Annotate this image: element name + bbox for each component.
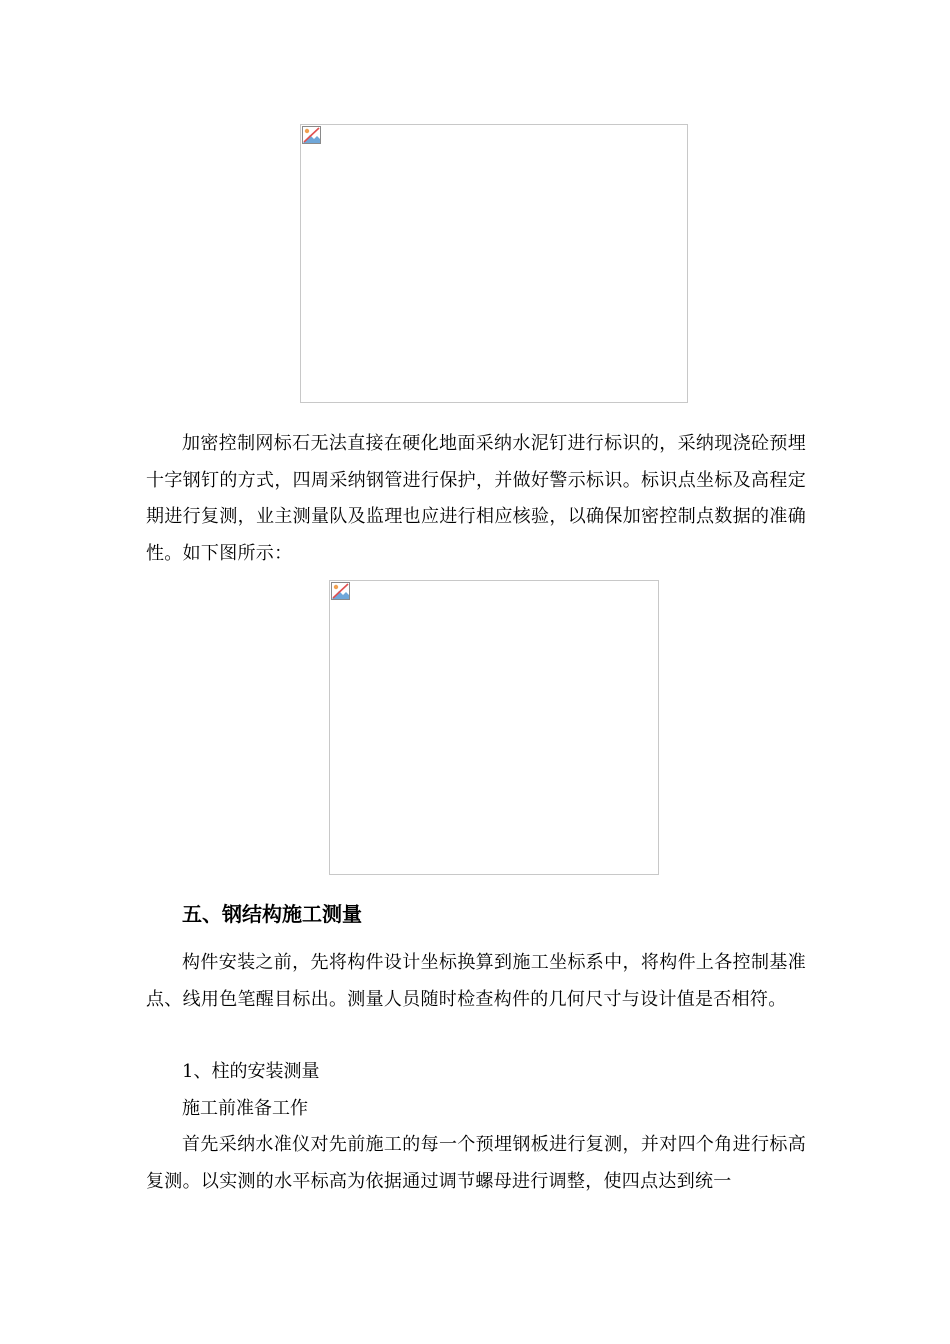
broken-image-icon (331, 582, 350, 600)
paragraph-level-check: 首先采纳水准仪对先前施工的每一个预埋钢板进行复测，并对四个角进行标高复测。以实测的水平标高为依据通过调节螺母进行调整，使四点达到统一 (146, 1134, 806, 1192)
section-heading: 五、钢结构施工测量 (182, 902, 362, 926)
image-placeholder-2 (329, 580, 659, 875)
image-placeholder-1 (300, 124, 688, 403)
paragraph-control-network: 加密控制网标石无法直接在硬化地面采纳水泥钉进行标识的，采纳现浇砼预埋十字钢钉的方式，四周采纳钢管进行保护，并做好警示标识。标识点坐标及高程定期进行复测，业主测量队及监理也应进行相应核验，以确保加密控制点数据的准确性。如下图所示： (146, 433, 806, 564)
subheading-preparation: 施工前准备工作 (182, 1098, 308, 1119)
paragraph-component-install: 构件安装之前，先将构件设计坐标换算到施工坐标系中，将构件上各控制基准点、线用色笔醒目标出。测量人员随时检查构件的几何尺寸与设计值是否相符。 (146, 952, 806, 1010)
broken-image-icon (302, 126, 321, 144)
subheading-column-install: 1、柱的安装测量 (182, 1061, 320, 1082)
